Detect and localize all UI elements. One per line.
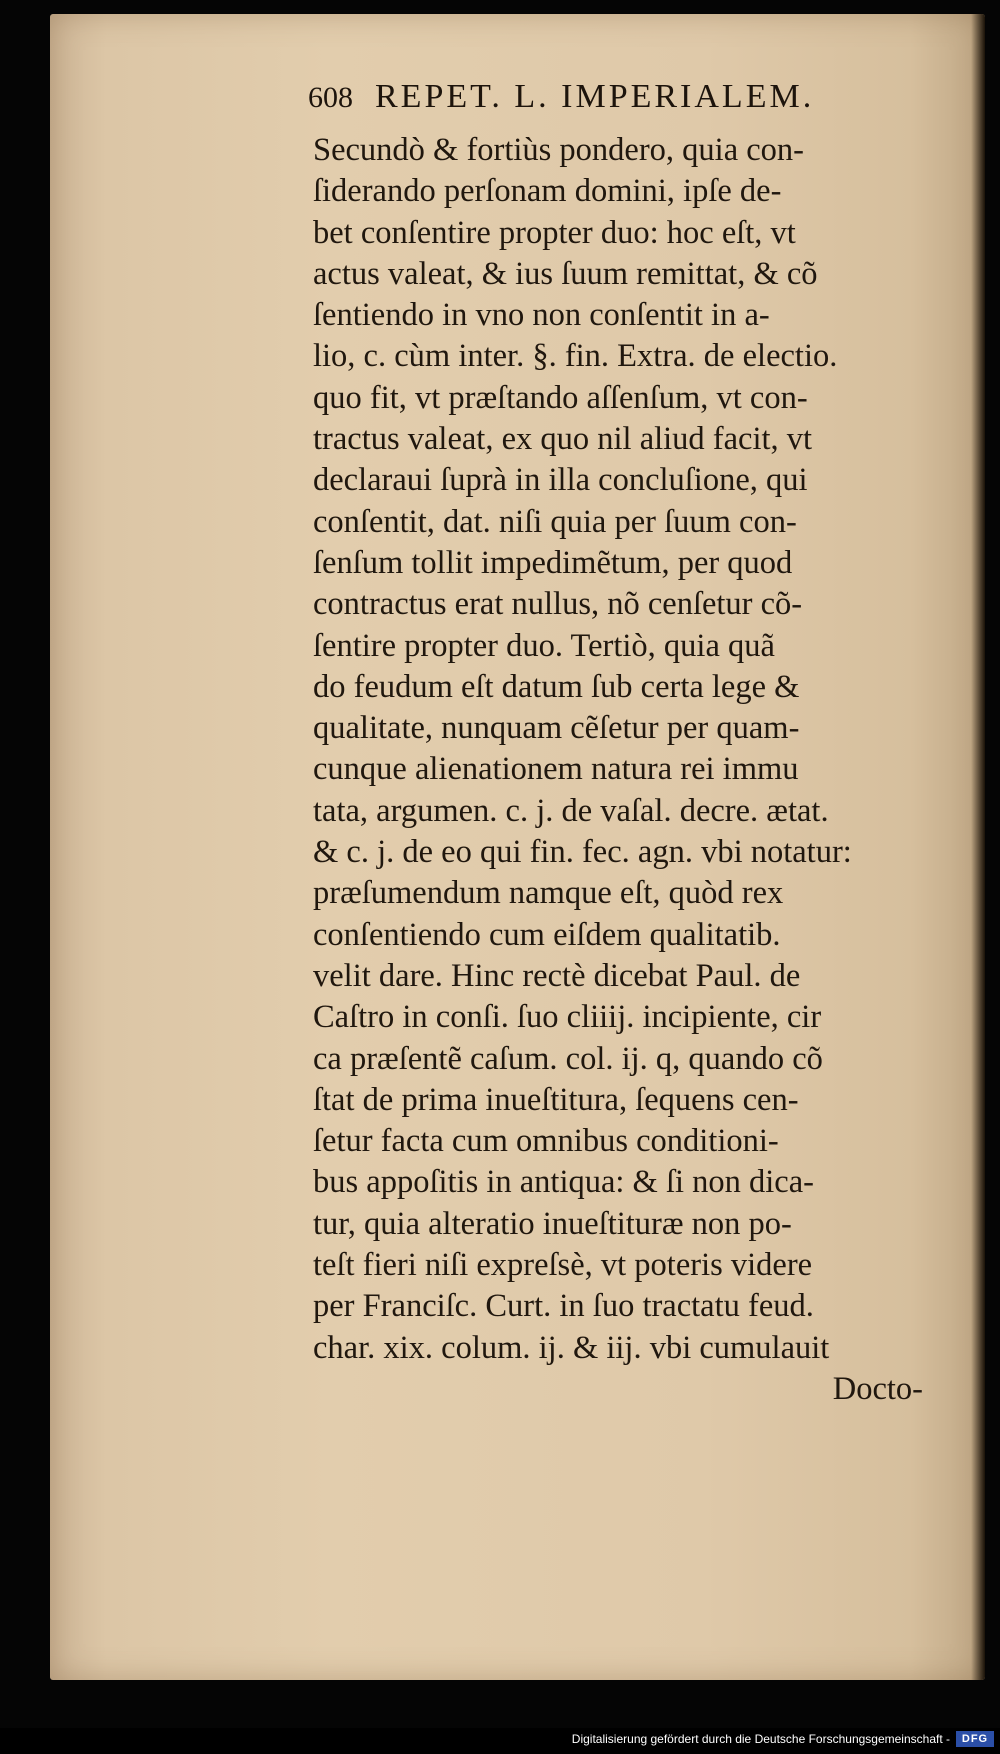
text-line: & c. j. de eo qui fin. fec. agn. vbi notatur: <box>313 834 852 871</box>
page-header <box>308 78 928 128</box>
text-line: conſentiendo cum eiſdem qualitatib. <box>313 916 781 953</box>
text-line: teſt fieri niſi expreſsè, vt poteris videre <box>313 1247 813 1284</box>
footer-bar <box>0 1728 1000 1754</box>
text-line: ſentiendo in vno non conſentit in a- <box>313 297 770 334</box>
page-number: 608 <box>308 81 353 114</box>
running-head: REPET. L. IMPERIALEM. <box>375 78 815 115</box>
text-line: contractus erat nullus, nõ cenſetur cõ- <box>313 586 803 623</box>
text-line: ca præſentẽ caſum. col. ij. q, quando cõ <box>313 1040 823 1077</box>
text-line: char. xix. colum. ij. & iij. vbi cumulauit <box>313 1329 830 1366</box>
text-line: tur, quia alteratio inueſtituræ non po- <box>313 1205 792 1242</box>
text-line: lio, c. cùm inter. §. fin. Extra. de electio. <box>313 338 838 375</box>
dfg-logo-icon: DFG <box>956 1731 994 1747</box>
funding-credit: Digitalisierung gefördert durch die Deutsche Forschungsgemeinschaft - <box>571 1732 950 1746</box>
text-line: actus valeat, & ius ſuum remittat, & cõ <box>313 255 818 292</box>
text-line: cunque alienationem natura rei immu <box>313 751 799 788</box>
text-line: do feudum eſt datum ſub certa lege & <box>313 668 800 705</box>
text-line: quo fit, vt præſtando aſſenſum, vt con- <box>313 379 808 416</box>
text-line: tractus valeat, ex quo nil aliud facit, vt <box>313 421 813 458</box>
page-gutter-shadow <box>971 14 985 1680</box>
text-line: per Franciſc. Curt. in ſuo tractatu feud. <box>313 1288 814 1325</box>
text-line: ſetur facta cum omnibus conditioni- <box>313 1123 779 1160</box>
text-line: ſentire propter duo. Tertiò, quia quã <box>313 627 775 664</box>
text-line: velit dare. Hinc rectè dicebat Paul. de <box>313 957 801 994</box>
body-text <box>313 130 925 1410</box>
text-line: præſumendum namque eſt, quòd rex <box>313 875 784 912</box>
text-line: qualitate, nunquam cẽſetur per quam- <box>313 710 800 747</box>
text-line: ſenſum tollit impedimẽtum, per quod <box>313 544 793 581</box>
text-line: bet conſentire propter duo: hoc eſt, vt <box>313 214 796 251</box>
text-line: bus appoſitis in antiqua: & ſi non dica- <box>313 1164 814 1201</box>
text-line: Caſtro in conſi. ſuo cliiij. incipiente, cir <box>313 999 822 1036</box>
text-line: ſiderando perſonam domini, ipſe de- <box>313 173 782 210</box>
text-line: tata, argumen. c. j. de vaſal. decre. ætat. <box>313 792 829 829</box>
catchword: Docto- <box>832 1370 923 1407</box>
text-line: declaraui ſuprà in illa concluſione, qui <box>313 462 808 499</box>
text-line: conſentit, dat. niſi quia per ſuum con- <box>313 503 797 540</box>
text-line: Secundò & fortiùs pondero, quia con- <box>313 132 805 168</box>
text-line: ſtat de prima inueſtitura, ſequens cen- <box>313 1081 799 1118</box>
